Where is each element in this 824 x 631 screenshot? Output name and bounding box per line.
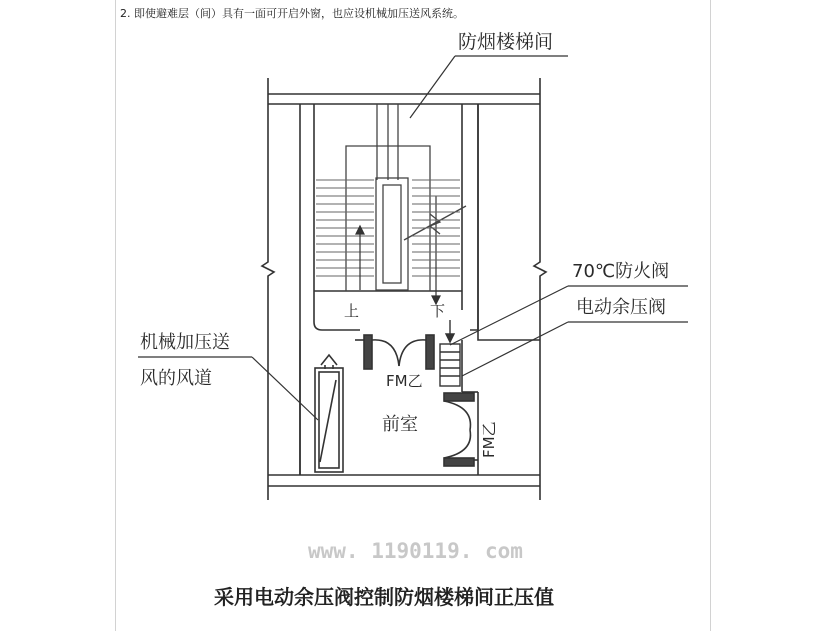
label-stairwell: 防烟楼梯间 [458,31,554,53]
stair-direction-arrows [356,226,440,304]
label-up: 上 [344,302,360,320]
door-fm-2 [444,393,474,466]
leader-lines [138,56,688,420]
label-anteroom: 前室 [382,414,418,435]
stair-core [346,104,466,291]
relief-valve [440,320,460,386]
door-fm-1 [364,335,434,369]
header-note: 2. 即使避难层（间）具有一面可开启外窗，也应设机械加压送风系统。 [120,7,464,20]
label-fire-damper: 70℃防火阀 [572,261,670,282]
pressurization-duct [315,355,343,472]
diagram-caption: 采用电动余压阀控制防烟楼梯间正压值 [214,585,554,609]
building-walls [262,78,546,500]
label-down: 下 [430,302,446,320]
label-door-2: FM乙 [480,421,498,458]
label-door-1: FM乙 [386,372,423,390]
label-duct-line2: 风的风道 [140,368,212,389]
stair-treads [316,180,460,276]
label-duct-line1: 机械加压送 [140,332,230,353]
watermark: www. 1190119. com [308,539,523,563]
label-relief-valve: 电动余压阀 [576,297,666,318]
